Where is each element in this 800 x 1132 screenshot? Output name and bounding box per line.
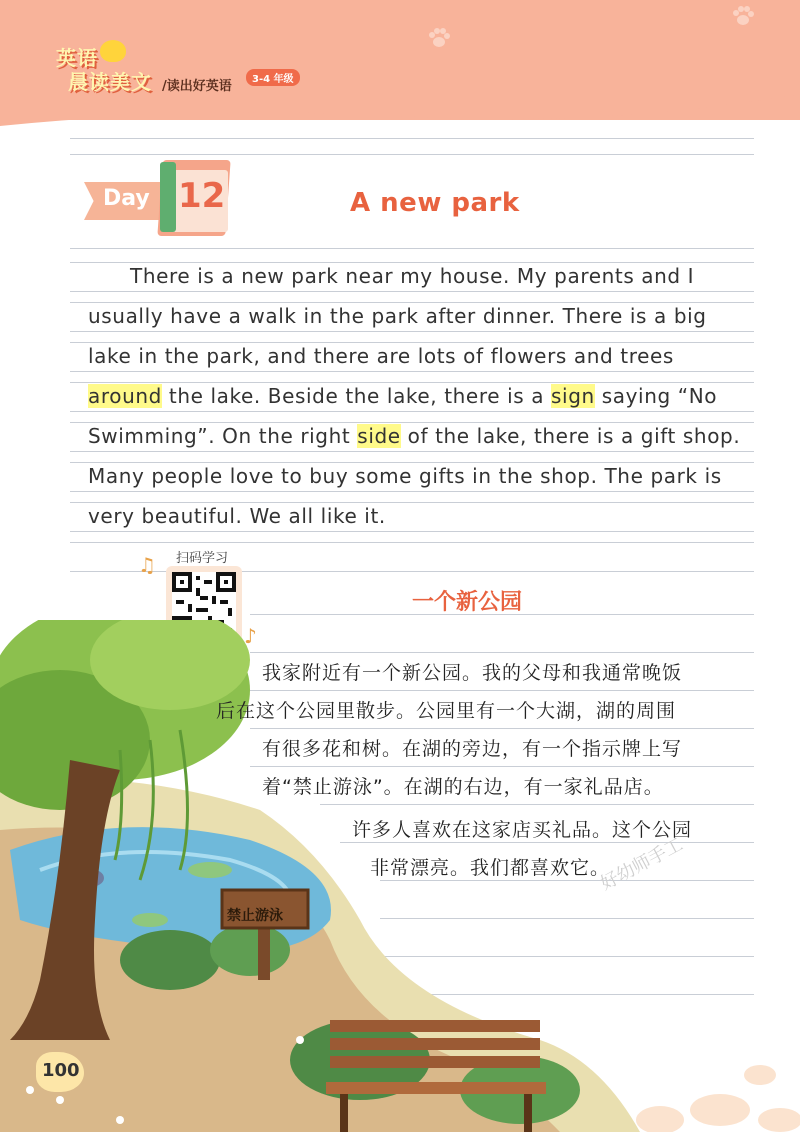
ruled-line: [70, 331, 754, 332]
translation-line: 后在这个公园里散步。公园里有一个大湖，湖的周围: [216, 700, 677, 722]
ruled-line: [70, 502, 754, 503]
ruled-line: [70, 422, 754, 423]
qr-caption: 扫码学习: [176, 551, 229, 566]
day-number: 12: [178, 176, 226, 216]
brand-title: 英语: [56, 46, 98, 70]
english-line: lake in the park, and there are lots of flowers and trees: [88, 344, 674, 368]
translation-line: 我家附近有一个新公园。我的父母和我通常晚饭: [262, 662, 683, 684]
ruled-line: [70, 138, 754, 139]
watermark: 好幼师手工: [597, 833, 687, 895]
chick-icon: [100, 40, 126, 62]
ruled-line: [70, 154, 754, 155]
translation-line: 着“禁止游泳”。在湖的右边，有一家礼品店。: [262, 776, 664, 798]
translation-line: 许多人喜欢在这家店买礼品。这个公园: [352, 819, 693, 841]
brand-subtitle: 晨读美文: [68, 70, 152, 94]
vocab-highlight: side: [357, 424, 401, 448]
music-note-icon: ♪: [244, 624, 257, 648]
ruled-line: [70, 371, 754, 372]
no-swimming-sign: 禁止游泳: [227, 908, 283, 924]
ruled-line: [70, 262, 754, 263]
english-line: very beautiful. We all like it.: [88, 504, 386, 528]
ruled-line: [70, 531, 754, 532]
english-line: Many people love to buy some gifts in the shop. The park is: [88, 464, 722, 488]
page-number: 100: [42, 1060, 80, 1081]
ruled-line: [70, 291, 754, 292]
english-line: Swimming”. On the right side of the lake, there is a gift shop.: [88, 424, 741, 448]
paw-icon: [426, 26, 452, 50]
ruled-line: [70, 248, 754, 249]
english-line: usually have a walk in the park after dinner. There is a big: [88, 304, 707, 328]
vocab-highlight: sign: [551, 384, 595, 408]
ruled-line: [70, 382, 754, 383]
calendar-binding: [160, 162, 176, 232]
ruled-line: [70, 302, 754, 303]
paw-icon: [730, 4, 756, 28]
day-label: Day: [103, 186, 150, 211]
ruled-line: [70, 411, 754, 412]
translation-line: 有很多花和树。在湖的旁边，有一个指示牌上写: [262, 738, 683, 760]
english-line: around the lake. Beside the lake, there is a sign saying “No: [88, 384, 718, 408]
ruled-line: [70, 462, 754, 463]
vocab-highlight: around: [88, 384, 162, 408]
translation-title: 一个新公园: [412, 590, 523, 615]
series-subtitle: /读出好英语: [162, 79, 232, 94]
translation-line: 非常漂亮。我们都喜欢它。: [370, 857, 611, 879]
ruled-line: [70, 342, 754, 343]
lesson-title: A new park: [350, 188, 520, 218]
grade-badge: 3-4 年级: [246, 69, 300, 86]
english-line: There is a new park near my house. My parents and I: [130, 264, 695, 288]
music-note-icon: ♫: [138, 553, 156, 577]
ruled-line: [70, 491, 754, 492]
ruled-line: [70, 542, 754, 543]
ruled-line: [70, 451, 754, 452]
